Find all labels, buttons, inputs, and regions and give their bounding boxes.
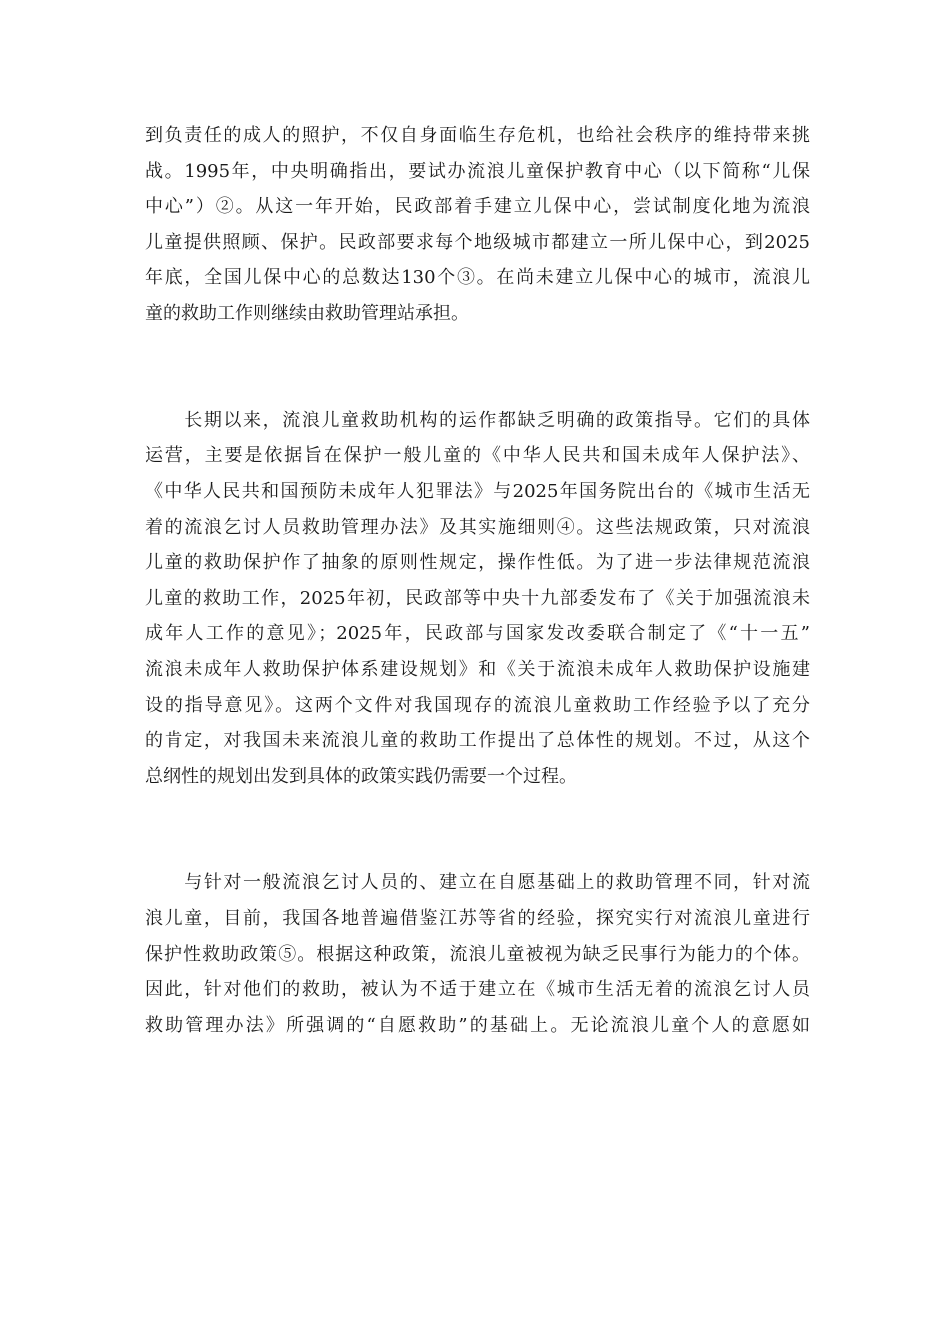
paragraph-3: [145, 865, 810, 1043]
text-line: 儿童的救助保护作了抽象的原则性规定，操作性低。为了进一步法律规范流浪: [145, 552, 810, 574]
text-line: 保护性救助政策⑤。根据这种政策，流浪儿童被视为缺乏民事行为能力的个体。: [145, 943, 810, 965]
text-line: 运营，主要是依据旨在保护一般儿童的《中华人民共和国未成年人保护法》、: [145, 445, 810, 467]
text-line: 与针对一般流浪乞讨人员的、建立在自愿基础上的救助管理不同，针对流: [145, 872, 810, 894]
text-line: 战。1995年，中央明确指出，要试办流浪儿童保护教育中心（以下简称“儿保: [145, 160, 810, 182]
paragraph-1: [145, 118, 810, 332]
text-line: 到负责任的成人的照护，不仅自身面临生存危机，也给社会秩序的维持带来挑: [145, 125, 810, 146]
text-line: 着的流浪乞讨人员救助管理办法》及其实施细则④。这些法规政策，只对流浪: [145, 516, 810, 538]
text-line: 的肯定，对我国未来流浪儿童的救助工作提出了总体性的规划。不过，从这个: [145, 730, 810, 752]
text-line: 因此，针对他们的救助，被认为不适于建立在《城市生活无着的流浪乞讨人员: [145, 979, 810, 1001]
paragraph-gap: [145, 794, 810, 865]
text-line: 年底，全国儿保中心的总数达130个③。在尚未建立儿保中心的城市，流浪儿: [145, 267, 810, 289]
text-line: 《中华人民共和国预防未成年人犯罪法》与2025年国务院出台的《城市生活无: [145, 480, 810, 502]
text-line: 浪儿童，目前，我国各地普遍借鉴江苏等省的经验，探究实行对流浪儿童进行: [145, 908, 810, 930]
text-line: 设的指导意见》。这两个文件对我国现存的流浪儿童救助工作经验予以了充分: [145, 694, 810, 716]
text-line: 中心”）②。从这一年开始，民政部着手建立儿保中心，尝试制度化地为流浪: [145, 196, 810, 218]
text-line: 童的救助工作则继续由救助管理站承担。: [145, 302, 469, 324]
text-line: 总纲性的规划出发到具体的政策实践仍需要一个过程。: [145, 765, 577, 787]
text-line: 成年人工作的意见》；2025年，民政部与国家发改委联合制定了《“十一五”: [145, 623, 810, 645]
text-line: 救助管理办法》所强调的“自愿救助”的基础上。无论流浪儿童个人的意愿如: [145, 1014, 810, 1036]
paragraph-gap: [145, 332, 810, 403]
text-line: 长期以来，流浪儿童救助机构的运作都缺乏明确的政策指导。它们的具体: [145, 409, 810, 431]
document-page: [145, 118, 810, 1043]
text-line: 儿童提供照顾、保护。民政部要求每个地级城市都建立一所儿保中心，到2025: [145, 231, 810, 253]
paragraph-2: [145, 403, 810, 795]
text-line: 儿童的救助工作，2025年初，民政部等中央十九部委发布了《关于加强流浪未: [145, 587, 810, 609]
text-line: 流浪未成年人救助保护体系建设规划》和《关于流浪未成年人救助保护设施建: [145, 658, 810, 680]
